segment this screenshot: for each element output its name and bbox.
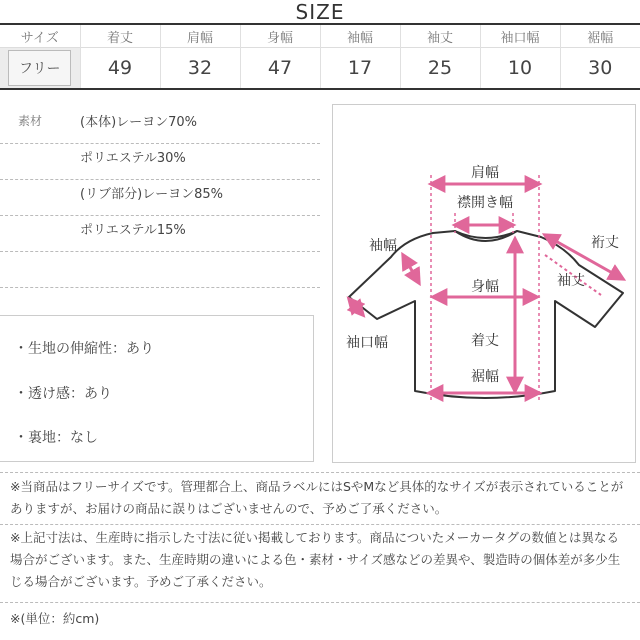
- material-row: [0, 252, 320, 288]
- note-separator: [0, 524, 640, 525]
- note-separator: [0, 472, 640, 473]
- label-yuki: 裄丈: [591, 235, 619, 251]
- note-unit: ※(単位：約cm): [10, 611, 100, 626]
- size-col-header: 肩幅: [160, 25, 240, 48]
- size-table-row: [0, 48, 640, 90]
- material-value: ポリエステル30%: [80, 151, 186, 166]
- material-value: (本体)レーヨン70%: [80, 115, 198, 130]
- size-col-header: 着丈: [80, 25, 160, 48]
- material-row: [0, 108, 320, 144]
- note-separator: [0, 602, 640, 603]
- label-sleeve-length: 袖丈: [557, 273, 585, 289]
- property-stretch: ・生地の伸縮性：あり: [14, 341, 154, 357]
- size-cell: 32: [160, 48, 240, 90]
- material-label: 素材: [18, 114, 43, 128]
- label-neck: 襟開き幅: [457, 195, 513, 211]
- size-col-header: 袖丈: [400, 25, 480, 48]
- note-free-size: ※当商品はフリーサイズです。管理都合上、商品ラベルにはSやMなど具体的なサイズが表示されていることがありますが、お届けの商品に誤りはございませんので、予めご了承ください。: [10, 479, 624, 516]
- size-cell: 49: [80, 48, 160, 90]
- property-lining: ・裏地：なし: [14, 430, 98, 446]
- material-value: (リブ部分)レーヨン85%: [80, 187, 224, 202]
- material-row: [0, 216, 320, 252]
- sleeve-width-arrow: [403, 255, 419, 283]
- material-value: ポリエステル15%: [80, 223, 186, 238]
- size-title: SIZE: [295, 0, 345, 24]
- label-cuff: 袖口幅: [346, 335, 388, 351]
- material-row: [0, 180, 320, 216]
- size-cell: 30: [560, 48, 640, 90]
- size-row-label: フリー: [8, 50, 71, 86]
- size-cell: 17: [320, 48, 400, 90]
- fabric-properties-box: [0, 315, 314, 462]
- size-table-header: [0, 25, 640, 48]
- size-cell: 47: [240, 48, 320, 90]
- size-row-label-cell: [0, 48, 80, 90]
- size-col-header: 裾幅: [560, 25, 640, 48]
- label-shoulder: 肩幅: [471, 165, 499, 181]
- size-col-header: 身幅: [240, 25, 320, 48]
- label-body-width: 身幅: [471, 279, 499, 295]
- size-col-header: 袖幅: [320, 25, 400, 48]
- label-sleeve-width: 袖幅: [369, 238, 397, 254]
- label-hem: 裾幅: [471, 369, 499, 385]
- note-measurements: ※上記寸法は、生産時に指示した寸法に従い掲載しております。商品についたメーカータグの数値とは異なる場合がございます。また、生産時期の違いによる色・素材・サイズ感などの差異や、製造時の個体差が多少生じる場合がございます。予めご了承ください。: [10, 530, 621, 589]
- size-cell: 25: [400, 48, 480, 90]
- size-col-header: 袖口幅: [480, 25, 560, 48]
- measurement-diagram: [332, 104, 636, 463]
- size-cell: 10: [480, 48, 560, 90]
- label-length: 着丈: [471, 333, 499, 349]
- property-sheer: ・透け感：あり: [14, 386, 112, 402]
- material-row: [0, 144, 320, 180]
- size-col-header: サイズ: [20, 30, 59, 46]
- garment-diagram-svg: [333, 105, 637, 464]
- size-table: [0, 25, 640, 90]
- materials-list: [0, 108, 320, 288]
